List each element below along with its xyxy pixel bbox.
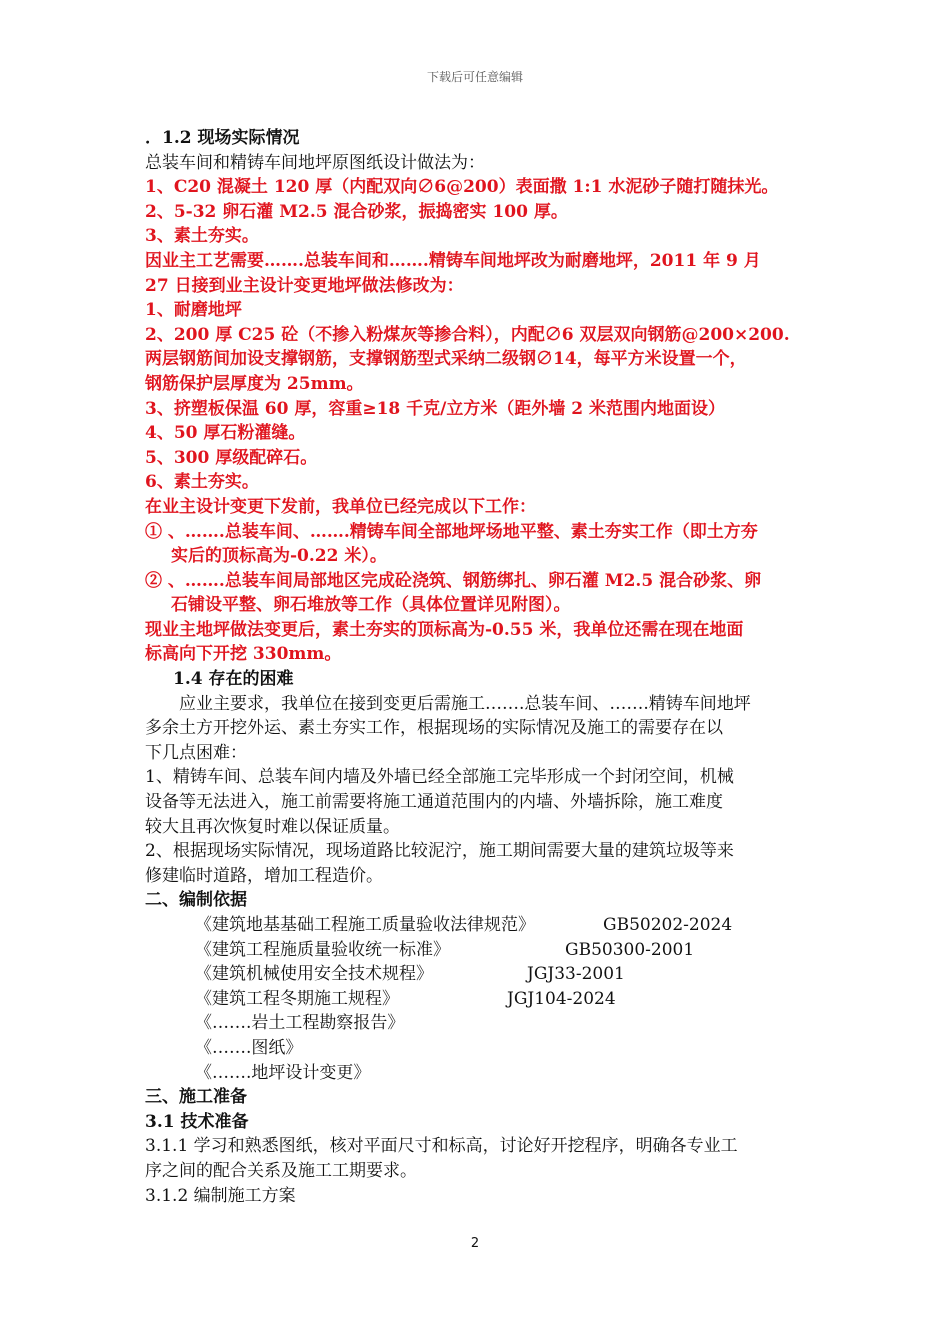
reference-item: [145, 1011, 825, 1036]
reference-title: 《建筑地基基础工程施工质量验收法律规范》: [195, 915, 535, 935]
red-line: 6、素土夯实。: [145, 472, 259, 493]
paragraph-line: 1、精铸车间、总装车间内墙及外墙已经全部施工完毕形成一个封闭空间，机械: [145, 767, 734, 788]
red-line: 2、200 厚 C25 砼（不掺入粉煤灰等掺合料），内配∅6 双层双向钢筋@200×200.: [145, 324, 790, 345]
paragraph-line: 3.1.2 编制施工方案: [145, 1185, 296, 1206]
red-line: 石铺设平整、卵石堆放等工作（具体位置详见附图）。: [171, 595, 571, 616]
reference-title: 《…….地坪设计变更》: [195, 1062, 371, 1083]
reference-title: 《…….岩土工程勘察报告》: [195, 1013, 405, 1034]
reference-title: 《…….图纸》: [195, 1037, 303, 1058]
reference-item: [145, 938, 825, 963]
reference-title: 《建筑工程施质量验收统一标准》: [195, 939, 450, 960]
reference-item: [145, 962, 825, 987]
page-header: 下载后可任意编辑: [426, 70, 523, 84]
paragraph-line: 多余土方开挖外运、素土夯实工作，根据现场的实际情况及施工的需要存在以: [145, 718, 723, 739]
paragraph-line: 总装车间和精铸车间地坪原图纸设计做法为：: [145, 152, 485, 173]
red-line: 因业主工艺需要…….总装车间和…….精铸车间地坪改为耐磨地坪，2011 年 9 月: [145, 250, 761, 271]
red-line: 两层钢筋间加设支撑钢筋，支撑钢筋型式采纳二级钢∅14，每平方米设置一个，: [145, 349, 747, 370]
paragraph-line: 设备等无法进入，施工前需要将施工通道范围内的内墙、外墙拆除，施工难度: [145, 792, 723, 813]
red-line: 4、50 厚石粉灌缝。: [145, 423, 306, 444]
red-line: 27 日接到业主设计变更地坪做法修改为：: [145, 275, 464, 296]
red-line: 1、C20 混凝土 120 厚（内配双向∅6@200）表面撒 1:1 水泥砂子随打随抹光。: [145, 177, 779, 198]
red-line: 实后的顶标高为-0.22 米）。: [171, 546, 387, 567]
red-line: 标高向下开挖 330mm。: [145, 644, 342, 665]
red-line: 3、素土夯实。: [145, 226, 259, 247]
section-heading-3-1: 3.1 技术准备: [145, 1111, 249, 1132]
red-line: 现业主地坪做法变更后，素土夯实的顶标高为-0.55 米，我单位还需在现在地面: [145, 619, 744, 640]
red-line: 2、5-32 卵石灌 M2.5 混合砂浆，振捣密实 100 厚。: [145, 201, 568, 222]
reference-item: [145, 1036, 825, 1061]
section-heading-1-4: 1.4 存在的困难: [173, 669, 294, 690]
page-number: 2: [470, 1236, 480, 1251]
reference-title: 《建筑工程冬期施工规程》: [195, 988, 399, 1009]
reference-code: JGJ33-2001: [527, 964, 625, 985]
paragraph-line: 下几点困难：: [145, 742, 247, 763]
red-line: 1、耐磨地坪: [145, 300, 242, 321]
section-heading-2: 二、编制依据: [145, 890, 247, 911]
red-line: 在业主设计变更下发前，我单位已经完成以下工作：: [145, 496, 536, 517]
reference-code: GB50300-2001: [565, 939, 695, 960]
reference-item: [145, 913, 825, 938]
reference-item: [145, 1061, 825, 1086]
reference-title: 《建筑机械使用安全技术规程》: [195, 964, 433, 985]
paragraph-line: 应业主要求，我单位在接到变更后需施工…….总装车间、…….精铸车间地坪: [179, 693, 751, 714]
paragraph-line: 较大且再次恢复时难以保证质量。: [145, 816, 400, 837]
red-line: ② 、…….总装车间局部地区完成砼浇筑、钢筋绑扎、卵石灌 M2.5 混合砂浆、卵: [145, 570, 762, 591]
reference-code: JGJ104-2024: [507, 988, 616, 1009]
paragraph-line: 序之间的配合关系及施工工期要求。: [145, 1160, 417, 1181]
paragraph-line: 修建临时道路，增加工程造价。: [145, 865, 383, 886]
red-line: ① 、…….总装车间、…….精铸车间全部地坪场地平整、素土夯实工作（即土方夯: [145, 521, 758, 542]
red-line: 3、挤塑板保温 60 厚，容重≥18 千克/立方米（距外墙 2 米范围内地面设）: [145, 398, 726, 419]
document-body: [145, 126, 825, 1208]
section-heading-3: 三、施工准备: [145, 1087, 247, 1108]
reference-item: [145, 987, 825, 1012]
paragraph-line: 3.1.1 学习和熟悉图纸，核对平面尺寸和标高，讨论好开挖程序，明确各专业工: [145, 1136, 738, 1157]
paragraph-line: 2、根据现场实际情况，现场道路比较泥泞，施工期间需要大量的建筑垃圾等来: [145, 841, 734, 862]
reference-code: GB50202-2024: [603, 915, 733, 935]
red-line: 5、300 厚级配碎石。: [145, 447, 318, 468]
section-heading-1-2: ．1.2 现场实际情况: [145, 128, 300, 148]
red-line: 钢筋保护层厚度为 25mm。: [145, 373, 364, 394]
